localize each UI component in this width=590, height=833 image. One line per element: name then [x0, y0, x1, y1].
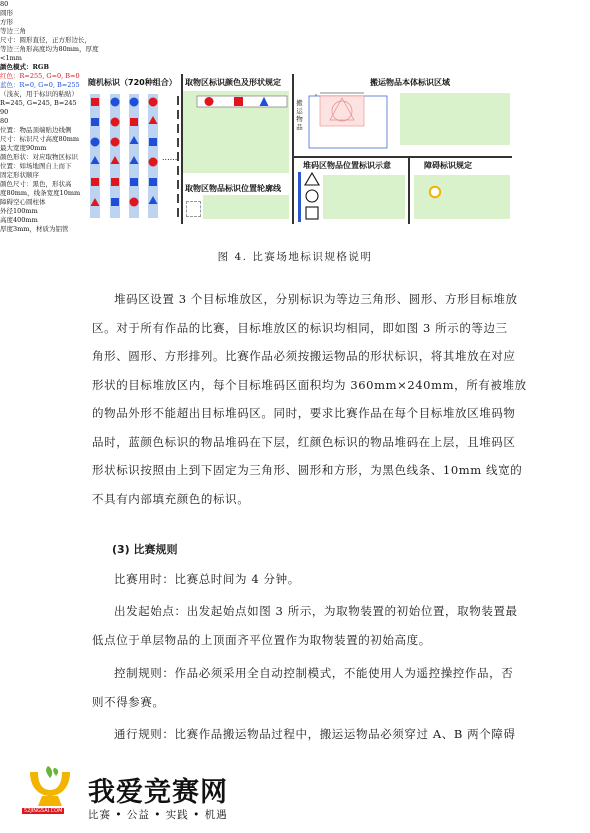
color-mode: 颜色模式：RGB	[0, 63, 49, 71]
panel2-size-number: 80	[0, 0, 9, 8]
panel5-title: 障碍标识规定	[424, 161, 472, 170]
obstacle-thickness: 厚度3mm，材质为铝管	[0, 225, 69, 233]
panel2b-title: 取物区物品标识位置轮廓线	[185, 184, 281, 193]
size-text: <1mm	[0, 54, 22, 62]
text-line: 控制规则：作品必须采用全自动控制模式，不能使用人为遥控操控作品，否	[114, 666, 514, 680]
item-mark-diagram	[296, 86, 388, 150]
logo-name: 我爱竞赛网	[88, 777, 228, 808]
text-line: 形状的目标堆放区内，每个目标堆码区面积均为 360mm×240mm，所有被堆放	[92, 377, 527, 392]
text-line: 则不得参赛。	[92, 694, 165, 709]
trophy-logo-icon	[22, 762, 78, 810]
panel3-green-box	[400, 93, 510, 145]
outline-rgb: R=245, G=245, B=245	[0, 99, 77, 107]
shape-label-square: 方形	[0, 18, 13, 26]
text-line: 形状标识按照由上到下固定为三角形、圆形和方形，为黑色线条、10mm 线宽的	[92, 463, 523, 477]
size-text: 等边三角形高度均为80mm，厚度	[0, 45, 99, 53]
item-mark-color: 颜色形状：对应取物区标识	[0, 153, 78, 161]
text-line: 堆码区设置 3 个目标堆放区，分别标识为等边三角形、圆形、方形目标堆放	[114, 292, 518, 306]
logo-url: 52JINGSAI.COM	[24, 808, 63, 814]
stack-size: 度80mm，线条宽度10mm	[0, 189, 81, 197]
obstacle-type: 障碍空心圆柱体	[0, 198, 46, 206]
outline-note: （浅灰，用于标识的粘贴）	[0, 90, 78, 98]
section-heading: (3) 比赛规则	[112, 543, 178, 556]
text-line: 角形、圆形、方形排列。比赛作品必须按搬运物品的形状标识，将其堆放在对应	[92, 349, 516, 363]
stack-zone-shapes	[304, 172, 320, 222]
stack-color: 颜色尺寸：黑色，形状高	[0, 180, 72, 188]
item-mark-position: 位置：物品顶端贴边线侧	[0, 126, 72, 134]
shape-samples	[196, 95, 288, 108]
stack-order: 固定形状顺序	[0, 171, 39, 179]
text-line: 通行规则：比赛作品搬运物品过程中，搬运运物品必须穿过 A、B 两个障碍	[114, 727, 516, 741]
text-line: 不具有内部填充颜色的标识。	[92, 491, 250, 506]
obstacle-height: 高度400mm	[0, 216, 38, 224]
item-mark-width: 最大宽度90mm	[0, 144, 47, 152]
outline-sample	[186, 201, 201, 217]
figure-caption: 图 4. 比赛场地标识规格说明	[217, 251, 373, 263]
panel2b-green-box	[203, 195, 289, 219]
figure-divider	[408, 156, 410, 224]
svg-text:......: ......	[162, 153, 178, 162]
text-line: 的物品外形不能超出目标堆码区。同时，要求比赛作品在每个目标堆放区堆码物	[92, 406, 516, 420]
paragraph-stacking-zone	[92, 285, 527, 513]
panel3-title: 搬运物品本体标识区域	[370, 78, 450, 87]
paragraph-time	[92, 565, 504, 594]
text-line: 比赛用时：比赛总时间为 4 分钟。	[114, 572, 300, 586]
stack-zone-bar	[298, 172, 301, 222]
figure-divider	[292, 156, 512, 158]
paragraph-control	[92, 659, 514, 716]
dimension-side: 80	[0, 117, 9, 125]
paragraph-pass	[92, 720, 516, 749]
color-red: 红色：R=255, G=0, B=0	[0, 72, 80, 80]
panel1-title: 随机标识（720种组合）	[88, 78, 177, 87]
obstacle-diameter: 外径100mm	[0, 207, 38, 215]
paragraph-start	[92, 597, 518, 654]
dimension-top: 90	[0, 108, 9, 116]
item-mark-size: 尺寸：标识尺寸高度80mm	[0, 135, 80, 143]
text-line: 区。对于所有作品的比赛，目标堆放区的标识均相同，即如图 3 所示的等边三	[92, 320, 508, 335]
item-vertical-label: 搬运物品	[296, 99, 303, 131]
logo-slogan: 比赛 • 公益 • 实践 • 机遇	[88, 809, 228, 821]
random-marks-grid	[84, 92, 184, 222]
obstacle-icon	[428, 185, 442, 199]
panel4-green-box	[323, 175, 405, 219]
stack-position: 位置：如场地图自上而下	[0, 162, 72, 170]
color-blue: 蓝色：R=0, G=0, B=255	[0, 81, 80, 89]
figure-4	[0, 0, 590, 234]
panel4-title: 堆码区物品位置标识示意	[303, 161, 391, 170]
text-line: 出发起始点：出发起始点如图 3 所示，为取物装置的初始位置，取物装置最	[114, 604, 518, 618]
size-text: 尺寸：圆形直径，正方形边长，	[0, 36, 91, 44]
shape-label-triangle: 等边三角	[0, 27, 26, 35]
panel2-title: 取物区标识颜色及形状规定	[185, 78, 281, 87]
text-line: 低点位于单层物品的上顶面齐平位置作为取物装置的初始高度。	[92, 632, 431, 647]
figure-divider	[292, 74, 294, 224]
shape-label-circle: 圆形	[0, 9, 13, 17]
text-line: 品时，蓝颜色标识的物品堆码在下层，红颜色标识的物品堆码在上层，且堆码区	[92, 434, 516, 449]
